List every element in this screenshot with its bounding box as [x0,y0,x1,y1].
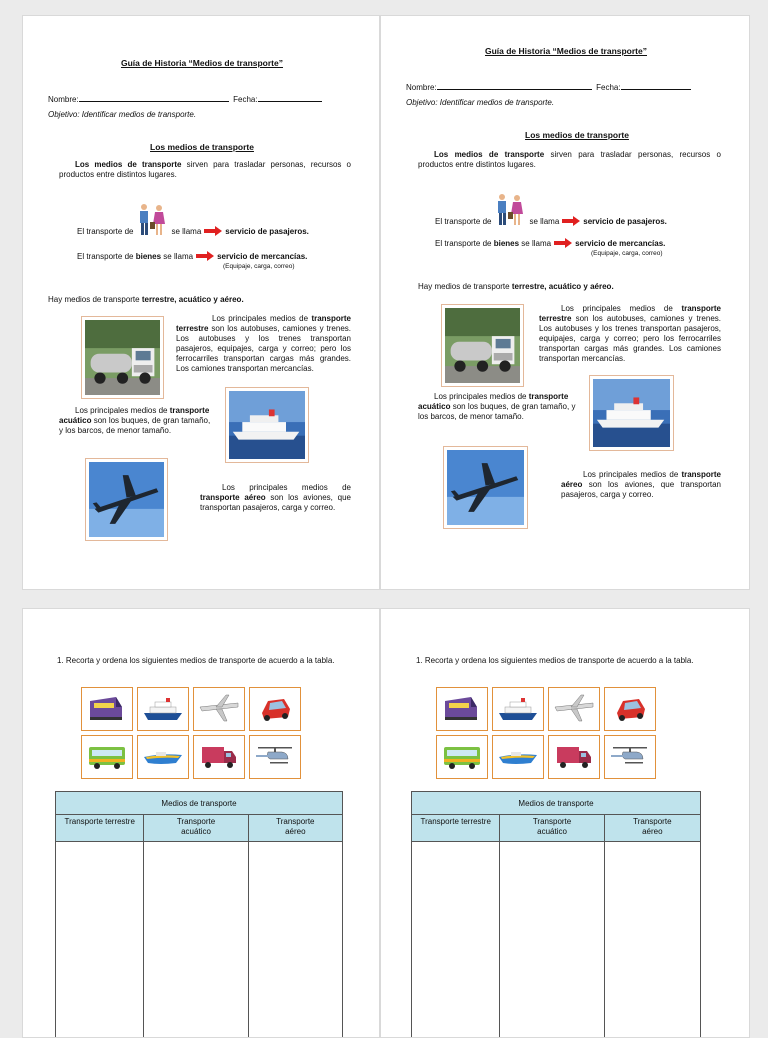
instruction: 1. Recorta y ordena los siguientes medios de transporte de acuerdo a la tabla. [57,656,335,665]
goods-service-row: El transporte de bienes se llama servicio de mercancías. [77,251,307,261]
objective: Objetivo: Identificar medios de transporte. [48,110,196,119]
date-label: Fecha: [596,83,620,92]
column-header-air: Transporte aéreo [604,815,700,842]
cell-water[interactable] [500,842,604,1038]
cell-air[interactable] [248,842,342,1038]
column-header-water: Transporte acuático [500,815,604,842]
airplane-icon[interactable] [193,687,245,731]
helicopter-icon[interactable] [249,735,301,779]
ship-photo [225,387,309,463]
goods-service-row: El transporte de bienes se llama servicio de mercancías. [435,238,665,248]
column-header-air: Transporte aéreo [248,815,342,842]
name-label: Nombre: [406,83,437,92]
truck-icon[interactable] [548,735,600,779]
page-title: Guía de Historia “Medios de transporte” [23,58,380,68]
page-title: Guía de Historia “Medios de transporte” [381,46,750,56]
goods-note: (Equipaje, carga, correo) [591,250,663,257]
bus-icon[interactable] [81,735,133,779]
instruction: 1. Recorta y ordena los siguientes medios de transporte de acuerdo a la tabla. [416,656,694,665]
water-transport-paragraph: Los principales medios de transporte acuático son los buques, de gran tamaño, y los barcos, de menor tamaño. [59,406,215,436]
water-transport-paragraph: Los principales medios de transporte acuático son los buques, de gran tamaño, y los barcos, de menor tamaño. [418,392,578,422]
ship-icon[interactable] [492,687,544,731]
cell-water[interactable] [144,842,248,1038]
land-transport-paragraph: Los principales medios de transporte terrestre son los autobuses, camiones y trenes. Los autobuses y los trenes transportan pasajeros, equipajes, carga y correo; pero los ferrocarriles transportan cargas más grandes. Los camiones transportan mercancías. [539,304,721,364]
date-label: Fecha: [233,95,257,104]
name-field [48,93,322,104]
column-header-water: Transporte acuático [144,815,248,842]
car-icon[interactable] [249,687,301,731]
transport-types: Hay medios de transporte terrestre, acuático y aéreo. [418,282,614,291]
red-arrow-icon [196,251,214,261]
truck-icon[interactable] [193,735,245,779]
activity-page-right [380,608,750,1038]
land-transport-paragraph: Los principales medios de transporte terrestre son los autobuses, camiones y trenes. Los autobuses y los trenes transportan pasajeros, equipajes, carga y correo; pero los ferrocarriles transportan cargas más grandes. Los camiones transportan mercancías. [176,314,351,374]
people-icon [135,202,169,238]
boat-icon[interactable] [137,735,189,779]
objective: Objetivo: Identificar medios de transporte. [406,98,554,107]
worksheet-page-right [380,15,750,590]
transport-icon-grid [81,687,301,779]
airplane-icon[interactable] [548,687,600,731]
passenger-service-row: El transporte de se llama servicio de pasajeros. [77,224,309,238]
name-field [406,81,691,92]
train-icon[interactable] [436,687,488,731]
car-icon[interactable] [604,687,656,731]
airplane-photo [443,446,528,529]
ship-icon[interactable] [137,687,189,731]
boat-icon[interactable] [492,735,544,779]
helicopter-icon[interactable] [604,735,656,779]
table-title: Medios de transporte [56,792,343,815]
red-arrow-icon [204,226,222,236]
cell-land[interactable] [56,842,144,1038]
worksheet-page-left [22,15,380,590]
cell-land[interactable] [412,842,500,1038]
transport-table [411,791,701,1038]
train-icon[interactable] [81,687,133,731]
people-icon [493,192,527,228]
column-header-land: Transporte terrestre [56,815,144,842]
ship-photo [589,375,674,451]
intro-paragraph: Los medios de transporte sirven para trasladar personas, recursos o productos entre distintos lugares. [59,160,351,180]
airplane-photo [85,458,168,541]
activity-page-left [22,608,380,1038]
red-arrow-icon [554,238,572,248]
truck-photo [81,316,164,399]
bus-icon[interactable] [436,735,488,779]
intro-paragraph: Los medios de transporte sirven para trasladar personas, recursos o productos entre distintos lugares. [418,150,721,170]
table-title: Medios de transporte [412,792,701,815]
passenger-service-row: El transporte de se llama servicio de pasajeros. [435,214,667,228]
column-header-land: Transporte terrestre [412,815,500,842]
transport-table [55,791,343,1038]
transport-types: Hay medios de transporte terrestre, acuático y aéreo. [48,295,244,304]
goods-note: (Equipaje, carga, correo) [223,263,295,270]
red-arrow-icon [562,216,580,226]
transport-icon-grid [436,687,656,779]
air-transport-paragraph: Los principales medios de transporte aéreo son los aviones, que transportan pasajeros, carga y correo. [200,483,351,513]
name-label: Nombre: [48,95,79,104]
truck-photo [441,304,524,387]
section-title: Los medios de transporte [23,142,380,152]
cell-air[interactable] [604,842,700,1038]
air-transport-paragraph: Los principales medios de transporte aéreo son los aviones, que transportan pasajeros, carga y correo. [561,470,721,500]
section-title: Los medios de transporte [381,130,750,140]
